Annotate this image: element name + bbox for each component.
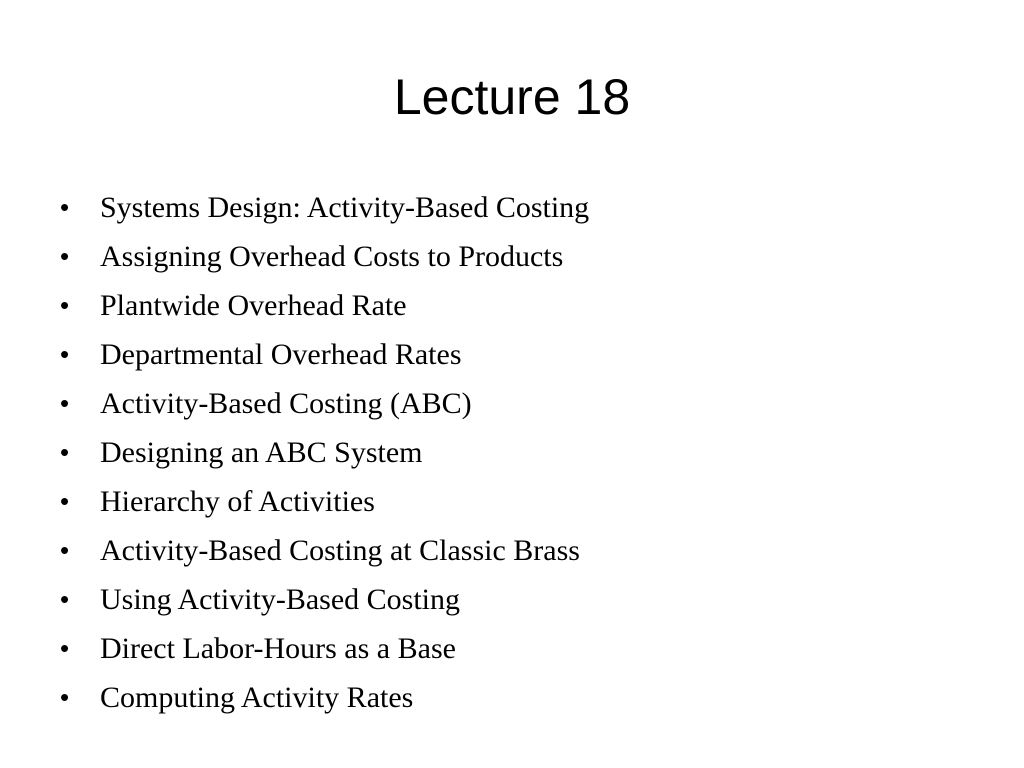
bullet-text: Direct Labor-Hours as a Base bbox=[100, 632, 456, 665]
bullet-icon: • bbox=[60, 535, 70, 565]
bullet-text: Systems Design: Activity-Based Costing bbox=[100, 191, 590, 224]
bullet-icon: • bbox=[60, 633, 70, 663]
bullet-icon: • bbox=[60, 486, 70, 516]
bullet-icon: • bbox=[60, 388, 70, 418]
bullet-icon: • bbox=[60, 437, 70, 467]
bullet-icon: • bbox=[60, 290, 70, 320]
slide-title: Lecture 18 bbox=[393, 69, 631, 125]
bullet-text: Departmental Overhead Rates bbox=[100, 338, 462, 371]
bullet-icon: • bbox=[60, 339, 70, 369]
bullet-icon: • bbox=[60, 192, 70, 222]
bullet-text: Designing an ABC System bbox=[100, 436, 423, 469]
bullet-text: Activity-Based Costing (ABC) bbox=[100, 387, 472, 420]
bullet-icon: • bbox=[60, 584, 70, 614]
bullet-text: Plantwide Overhead Rate bbox=[100, 289, 407, 322]
bullet-text: Assigning Overhead Costs to Products bbox=[100, 240, 564, 273]
bullet-icon: • bbox=[60, 682, 70, 712]
bullet-text: Using Activity-Based Costing bbox=[100, 583, 460, 616]
bullet-text: Computing Activity Rates bbox=[100, 681, 414, 714]
bullet-icon: • bbox=[60, 241, 70, 271]
bullet-text: Activity-Based Costing at Classic Brass bbox=[100, 534, 580, 567]
bullet-text: Hierarchy of Activities bbox=[100, 485, 375, 518]
